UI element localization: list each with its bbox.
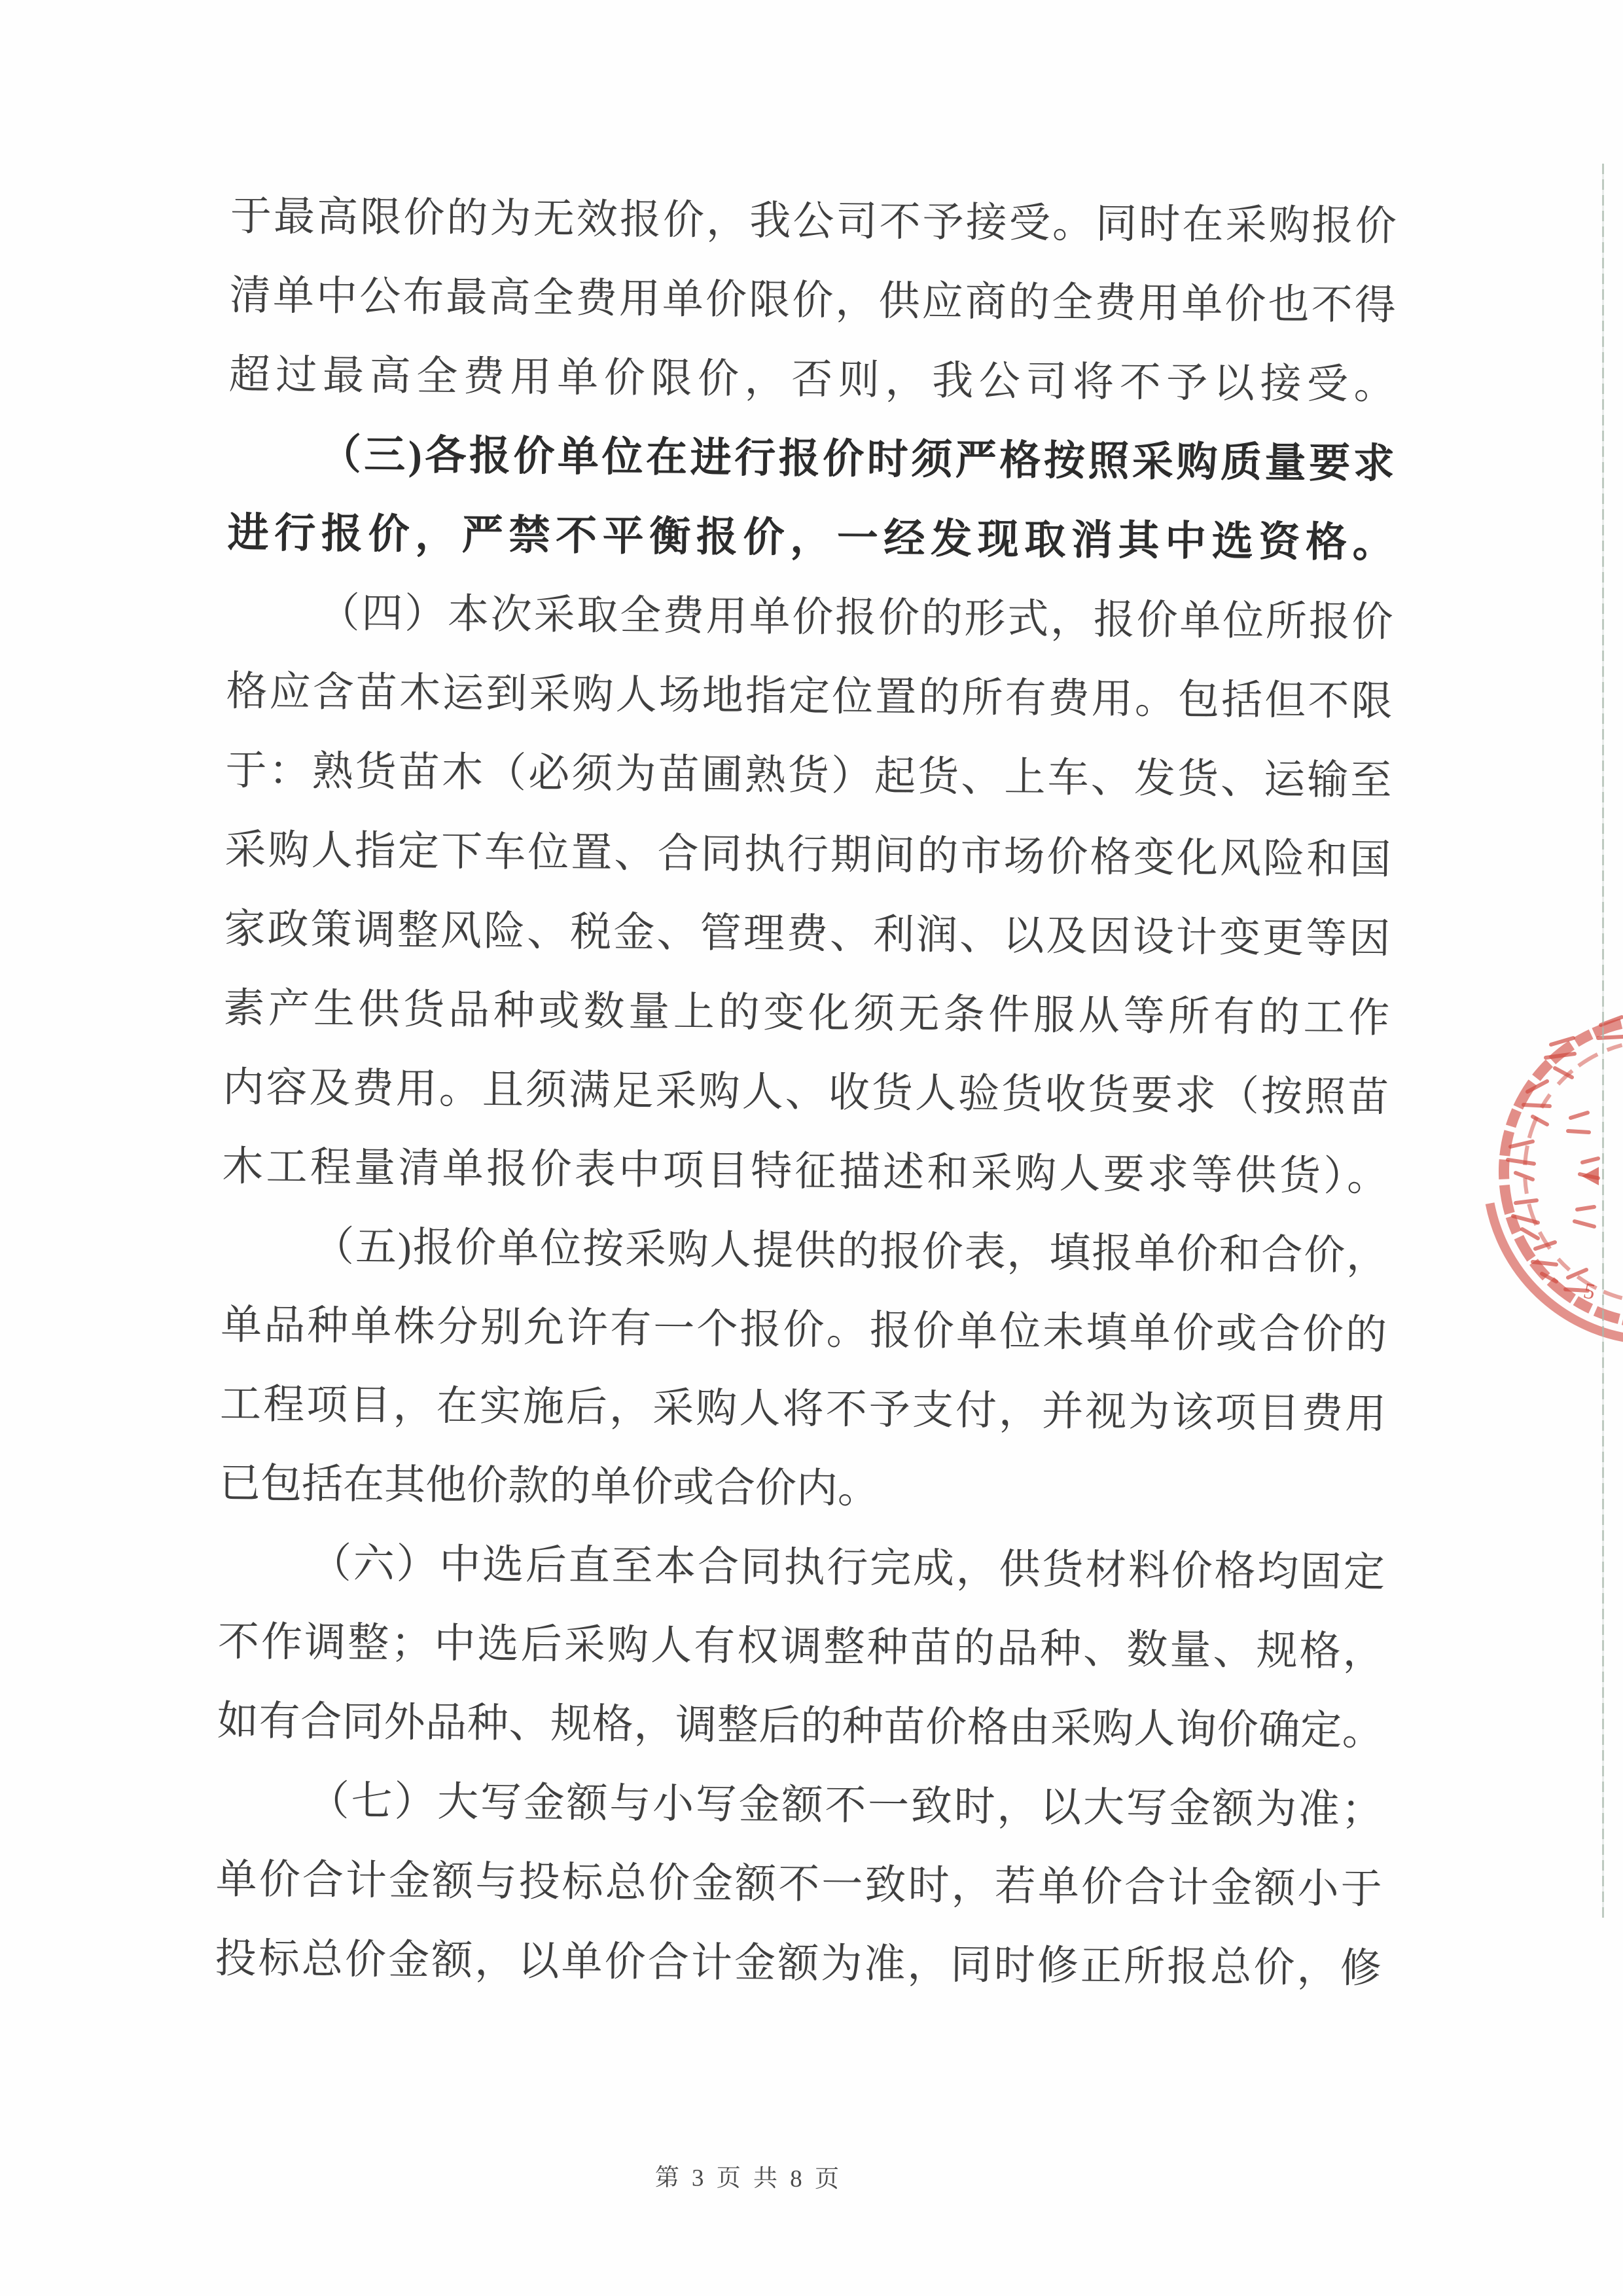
stamp-star-point [1582, 1167, 1599, 1185]
text-line: （七）大写金额与小写金额不一致时，以大写金额为准； [308, 1778, 1383, 1833]
text-line: 内容及费用。且须满足采购人、收货人验货收货要求（按照苗 [222, 1064, 1389, 1121]
text-line: （四）本次采取全费用单价报价的形式，报价单位所报价 [318, 590, 1393, 645]
scan-edge-line [1602, 164, 1604, 1918]
text-line: 清单中公布最高全费用单价限价，供应商的全费用单价也不得 [229, 272, 1397, 329]
text-line: 投标总价金额，以单价合计金额为准，同时修正所报总价，修 [215, 1935, 1382, 1992]
text-line: 单品种单株分别允许有一个报价。报价单位未填单价或合价的 [220, 1302, 1387, 1358]
page-footer: 第 3 页 共 8 页 [654, 2164, 843, 2193]
text-line: 单价合计金额与投标总价金额不一致时，若单价合计金额小于 [215, 1856, 1382, 1912]
text-line: 如有合同外品种、规格，调整后的种苗价格由采购人询价确定。 [217, 1698, 1384, 1754]
text-line: （六）中选后直至本合同执行完成，供货材料价格均固定 [310, 1540, 1385, 1596]
text-line: 超过最高全费用单价限价，否则，我公司将不予以接受。 [228, 351, 1396, 408]
text-line: 木工程量清单报价表中项目特征描述和采购人要求等供货）。 [221, 1143, 1389, 1200]
text-line: 家政策调整风险、税金、管理费、利润、以及因设计变更等因 [224, 906, 1391, 962]
red-stamp [1472, 982, 1623, 1388]
text-line: 进行报价，严禁不平衡报价，一经发现取消其中选资格。 [227, 510, 1394, 566]
text-block [215, 177, 1397, 2008]
text-line: （五)报价单位按采购人提供的报价表，填报单价和合价， [312, 1223, 1388, 1279]
text-line: 不作调整；中选后采购人有权调整种苗的品种、数量、规格， [217, 1619, 1385, 1675]
stamp-digit: 5 [1581, 1278, 1597, 1305]
text-line: 于最高限价的为无效报价，我公司不予接受。同时在采购报价 [230, 193, 1397, 249]
text-line: 采购人指定下车位置、合同执行期间的市场价格变化风险和国 [224, 827, 1391, 883]
text-line: 于：熟货苗木（必须为苗圃熟货）起货、上车、发货、运输至 [225, 747, 1392, 804]
text-line: 已包括在其他价款的单价或合价内。 [219, 1460, 880, 1512]
text-line: （三)各报价单位在进行报价时须严格按照采购质量要求 [319, 431, 1395, 487]
text-line: 工程项目，在实施后，采购人将不予支付，并视为该项目费用 [219, 1381, 1387, 1437]
text-line: 格应含苗木运到采购人场地指定位置的所有费用。包括但不限 [226, 668, 1393, 725]
text-line: 素产生供货品种或数量上的变化须无条件服从等所有的工作 [223, 985, 1390, 1041]
